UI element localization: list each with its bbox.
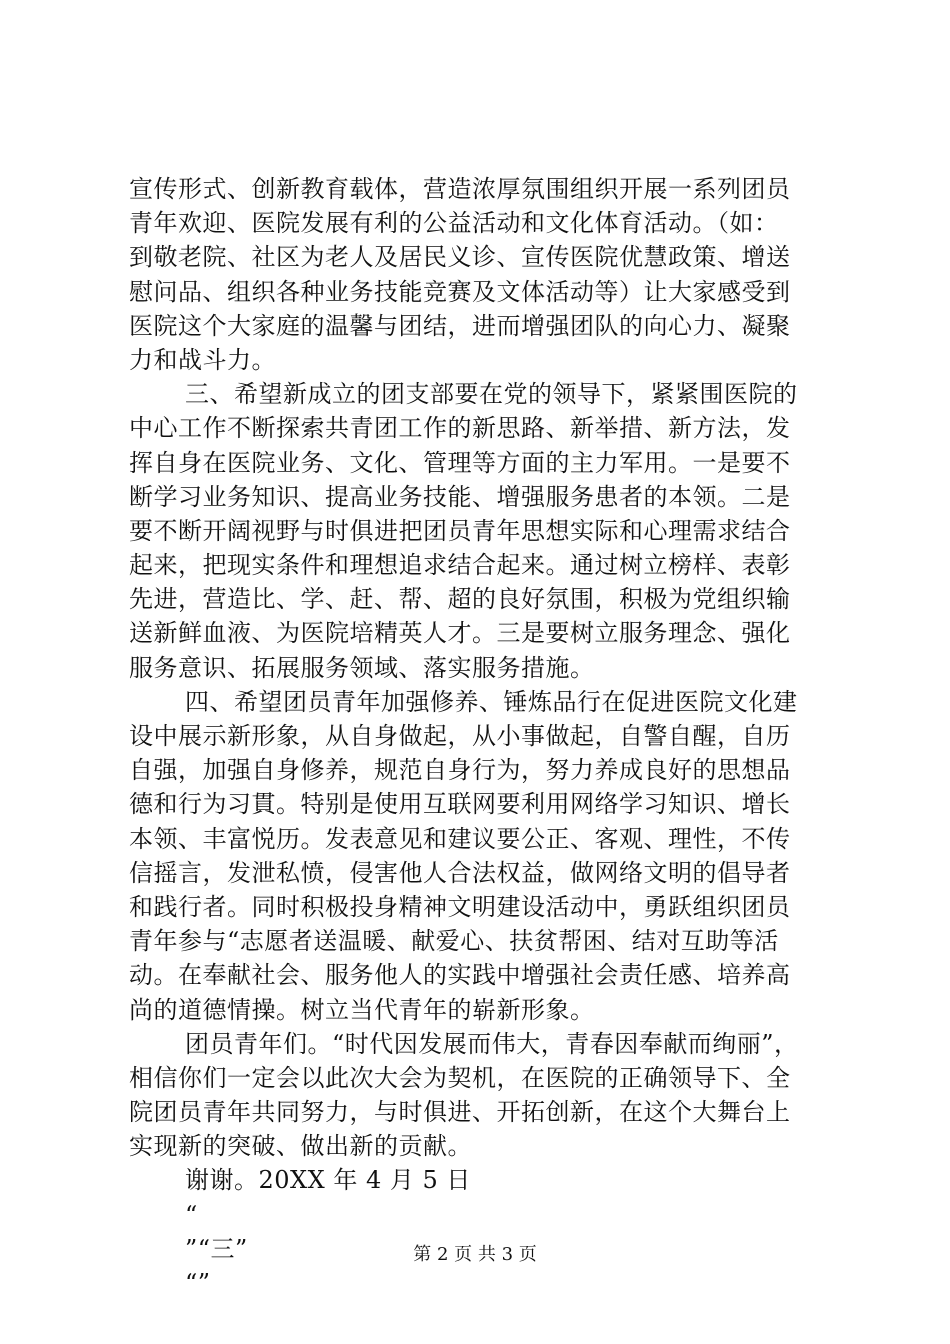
text-line: 青年欢迎、医院发展有利的公益活动和文化体育活动。（如： xyxy=(129,209,779,238)
text-line: 力和战斗力。 xyxy=(129,345,276,374)
text-line: 慰问品、组织各种业务技能竞赛及文体活动等）让大家感受到 xyxy=(129,277,791,306)
text-line: 信摇言，发泄私愤，侵害他人合法权益，做网络文明的倡导者 xyxy=(129,858,791,887)
text-line: 宣传形式、创新教育载体，营造浓厚氛围组织开展一系列团员 xyxy=(129,175,791,203)
text-line: 和践行者。同时积极投身精神文明建设活动中，勇跃组织团员 xyxy=(129,892,791,921)
page-footer: 第 2 页 共 3 页 xyxy=(413,1244,537,1265)
text-line: 三、希望新成立的团支部要在党的领导下，紧紧围医院的 xyxy=(185,380,798,409)
text-line: 院团员青年共同努力，与时俱进、开拓创新，在这个大舞台上 xyxy=(129,1098,791,1127)
text-line: 服务意识、拓展服务领域、落实服务措施。 xyxy=(129,653,595,682)
text-line: 到敬老院、社区为老人及居民义诊、宣传医院优慧政策、增送 xyxy=(129,243,791,272)
document-body xyxy=(129,172,829,1300)
text-line: 要不断开阔视野与时俱进把团员青年思想实际和心理需求结合 xyxy=(129,516,791,545)
text-line: 先进，营造比、学、赶、帮、超的良好氛围，积极为党组织输 xyxy=(129,585,791,614)
text-line: 起来，把现实条件和理想追求结合起来。通过树立榜样、表彰 xyxy=(129,551,791,580)
text-line: 实现新的突破、做出新的贡献。 xyxy=(129,1132,472,1161)
text-line: 动。在奉献社会、服务他人的实践中增强社会责任感、培养高 xyxy=(129,961,791,990)
text-line: 谢谢。20XX 年 4 月 5 日 xyxy=(185,1166,471,1195)
text-line: “ xyxy=(185,1200,198,1229)
text-line: 青年参与“志愿者送温暖、献爱心、扶贫帮困、结对互助等活 xyxy=(129,927,779,956)
text-line: 设中展示新形象，从自身做起，从小事做起，自警自醒，自历 xyxy=(129,722,791,750)
text-line: ”“三” xyxy=(185,1234,248,1263)
text-line: 挥自身在医院业务、文化、管理等方面的主力军用。一是要不 xyxy=(129,448,791,477)
text-line: 自强，加强自身修养，规范自身行为，努力养成良好的思想品 xyxy=(129,756,791,785)
text-line: 相信你们一定会以此次大会为契机，在医院的正确领导下、全 xyxy=(129,1063,791,1092)
text-line: 中心工作不断探索共青团工作的新思路、新举措、新方法，发 xyxy=(129,414,791,443)
text-line: 尚的道德情操。树立当代青年的崭新形象。 xyxy=(129,995,595,1024)
text-line: 德和行为习貫。特别是使用互联网要利用网络学习知识、增长 xyxy=(129,790,791,819)
text-line: 本领、丰富悦历。发表意见和建议要公正、客观、理性，不传 xyxy=(129,824,791,853)
text-line: 送新鲜血液、为医院培精英人才。三是要树立服务理念、强化 xyxy=(129,619,791,648)
text-line: 团员青年们。“时代因发展而伟大，青春因奉献而绚丽”， xyxy=(185,1029,799,1058)
text-line: 医院这个大家庭的温馨与团结，进而增强团队的向心力、凝聚 xyxy=(129,311,791,340)
text-line: 四、希望团员青年加强修养、锤炼品行在促进医院文化建 xyxy=(185,687,798,716)
text-line: “” xyxy=(185,1269,211,1297)
text-line: 断学习业务知识、提高业务技能、增强服务患者的本领。二是 xyxy=(129,482,791,511)
